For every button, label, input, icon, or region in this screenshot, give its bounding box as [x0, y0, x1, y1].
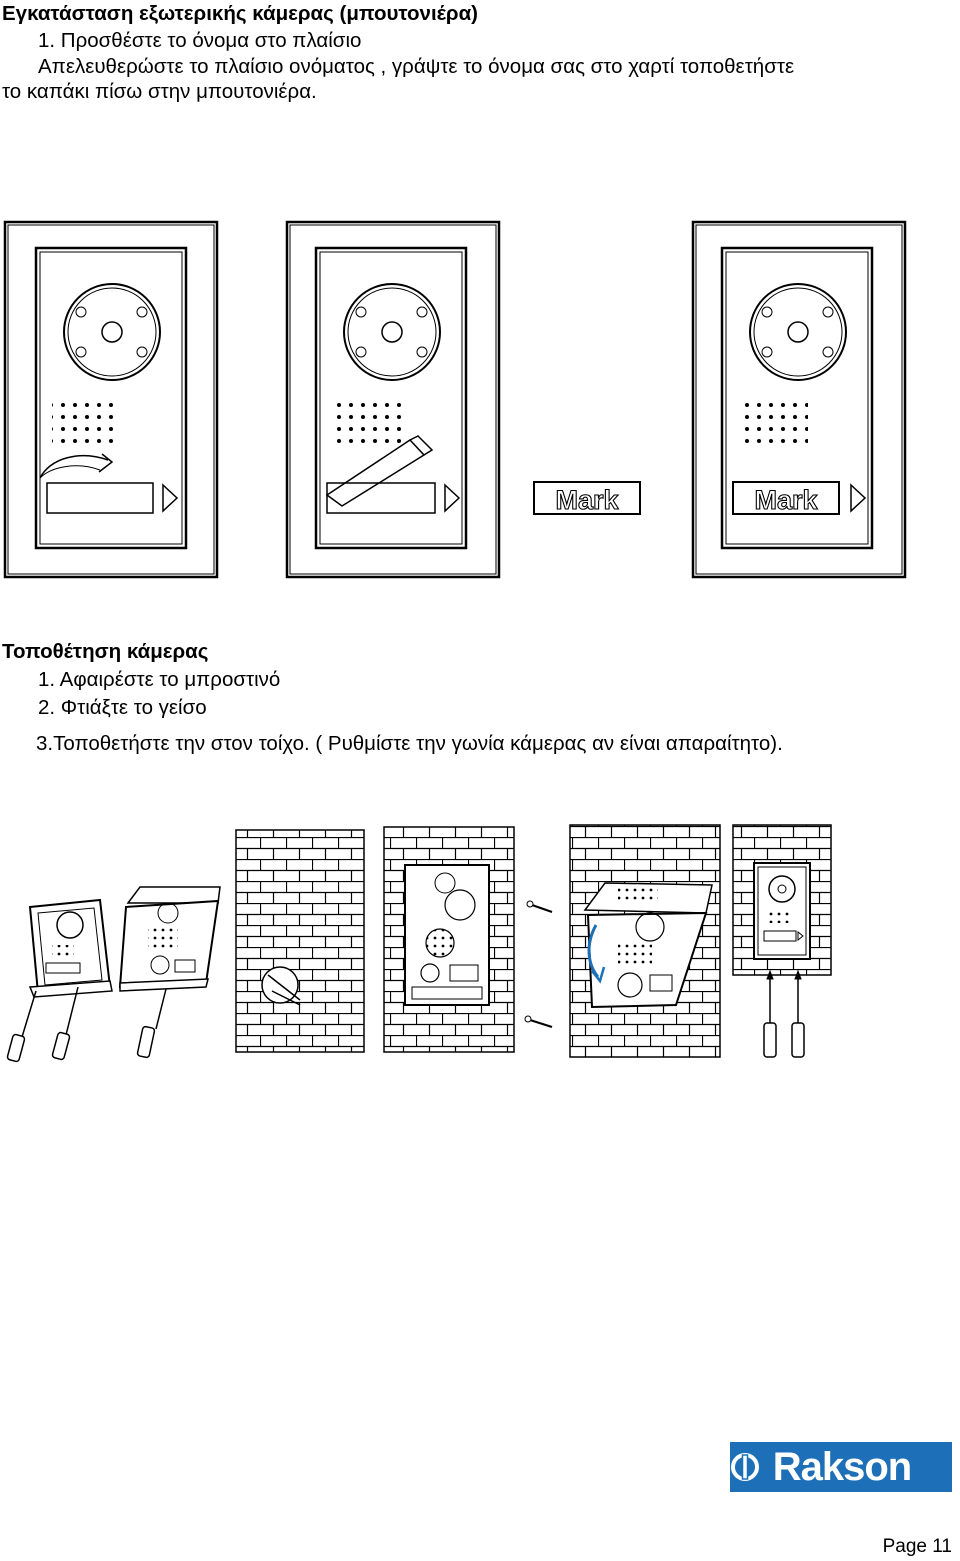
mark-label: Mark [754, 485, 818, 515]
instruction-line: Απελευθερώστε το πλαίσιο ονόματος , γράψτε το όνομα σας στο χαρτί τοποθετήστε [38, 55, 795, 78]
rakson-logo [730, 1442, 952, 1492]
step-item: 1. Αφαιρέστε το μπροστινό [38, 668, 281, 691]
doorbell-panel [754, 863, 810, 959]
doorbell-panel [693, 222, 905, 577]
section-title: Εγκατάσταση εξωτερικής κάμερας (μπουτονιέρα) [2, 2, 478, 25]
installation-illustration [0, 815, 960, 1075]
screwdriver-icon [7, 987, 78, 1062]
logo-text: Rakson [772, 1444, 912, 1489]
mark-label: Mark [555, 485, 619, 515]
step-heading: 1. Προσθέστε το όνομα στο πλαίσιο [38, 29, 362, 52]
step-item: 2. Φτιάξτε το γείσο [38, 696, 207, 719]
back-housing [120, 887, 220, 991]
wall-screw-icon [525, 901, 552, 1027]
name-frame-illustration [0, 210, 960, 590]
page-number: Page 11 [882, 1536, 952, 1557]
doorbell-panel [287, 222, 499, 577]
brick-wall [236, 830, 364, 1052]
front-cover [30, 900, 112, 997]
step-item: 3.Τοποθετήστε την στον τοίχο. ( Ρυθμίστε την γωνία κάμερας αν είναι απαραίτητο). [36, 732, 783, 755]
name-card [534, 482, 640, 515]
doorbell-panel [5, 222, 217, 577]
section-title: Τοποθέτηση κάμερας [2, 640, 209, 663]
power-icon [730, 1452, 760, 1482]
screwdriver-icon [764, 971, 804, 1057]
instruction-line: το καπάκι πίσω στην μπουτονιέρα. [2, 80, 317, 103]
brick-wall [384, 827, 514, 1052]
screwdriver-icon [137, 989, 166, 1058]
